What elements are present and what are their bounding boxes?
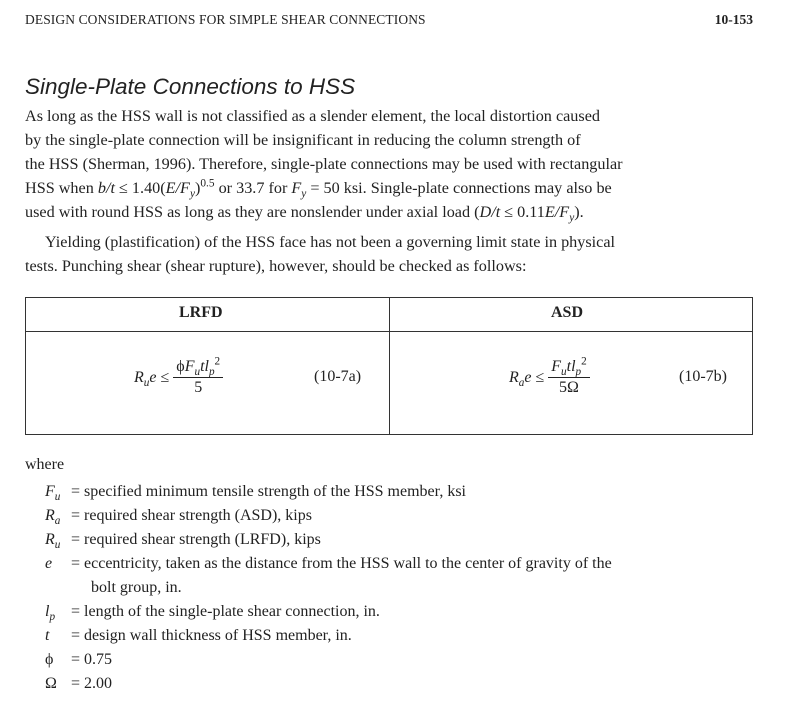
lrfd-equation-number: (10-7a) [314, 368, 362, 385]
paragraph-2 [25, 230, 755, 278]
paragraph-2-line-2: tests. Punching shear (shear rupture), however, should be checked as follows: [25, 257, 527, 275]
asd-header: ASD [551, 304, 584, 321]
paragraph-2-line-1: Yielding (plastification) of the HSS face has not been a governing limit state in physical [45, 233, 616, 251]
section-title: Single-Plate Connections to HSS [25, 74, 356, 99]
round-hss-limit-formula: $D/t \le 0.11E/F_y$ [479, 203, 575, 225]
paragraph-1-line-5: used with round HSS as long as they are nonslender under axial load $(D/t \le 0.11E/F_y)$. [25, 203, 584, 225]
definition-item: $R_a$ = required shear strength (ASD), kips [45, 507, 312, 528]
paragraph-1-line-1: As long as the HSS wall is not classified as a slender element, the local distortion caused [25, 107, 600, 125]
definitions-list [25, 480, 760, 696]
definition-item: ϕ = 0.75 [45, 651, 113, 668]
definition-item: e = eccentricity, taken as the distance from the HSS wall to the center of gravity of the bolt group, in. [45, 555, 612, 596]
definition-item: t = design wall thickness of HSS member, in. [45, 627, 352, 644]
page-number: 10-153 [714, 12, 753, 27]
paragraph-1-line-4: HSS when $b/t \le 1.40(E/F_y)^{0.5}$ or 33.7 for $F_y = 50$ ksi. Single-plate connections may also be [25, 177, 612, 201]
slenderness-limit-formula: $b/t \le 1.40(E/F_y)^{0.5}$ [97, 177, 215, 201]
asd-equation: $R_ae$ ≤ $\frac{F_utl_p^2}{5\Omega}$ [509, 358, 590, 397]
lrfd-denominator: 5 [194, 379, 203, 396]
definition-item: Ω = 2.00 [45, 675, 113, 692]
paragraph-1-line-3: the HSS (Sherman, 1996). Therefore, single-plate connections may be used with rectangular [25, 155, 623, 173]
table-header-divider [26, 331, 752, 332]
definition-item: $F_u$ = specified minimum tensile strength of the HSS member, ksi [45, 483, 466, 504]
paragraph-1-line-2: by the single-plate connection will be insignificant in reducing the column strength of [25, 131, 581, 149]
asd-equation-number: (10-7b) [679, 368, 727, 385]
lrfd-equation: $R_ue$ ≤ $\frac{\phi F_utl_p^2}{5}$ [134, 358, 223, 397]
lrfd-header: LRFD [179, 304, 223, 321]
paragraph-1 [25, 104, 755, 224]
definition-item: $R_u$ = required shear strength (LRFD), kips [45, 531, 321, 552]
running-title: DESIGN CONSIDERATIONS FOR SIMPLE SHEAR CONNECTIONS [25, 12, 426, 27]
where-label: where [25, 456, 65, 473]
page-header [25, 12, 753, 34]
definition-item: $l_p$ = length of the single-plate shear connection, in. [45, 603, 380, 624]
lrfd-asd-equation-table [25, 297, 753, 435]
asd-denominator: 5Ω [559, 379, 579, 396]
table-column-divider [389, 298, 390, 434]
